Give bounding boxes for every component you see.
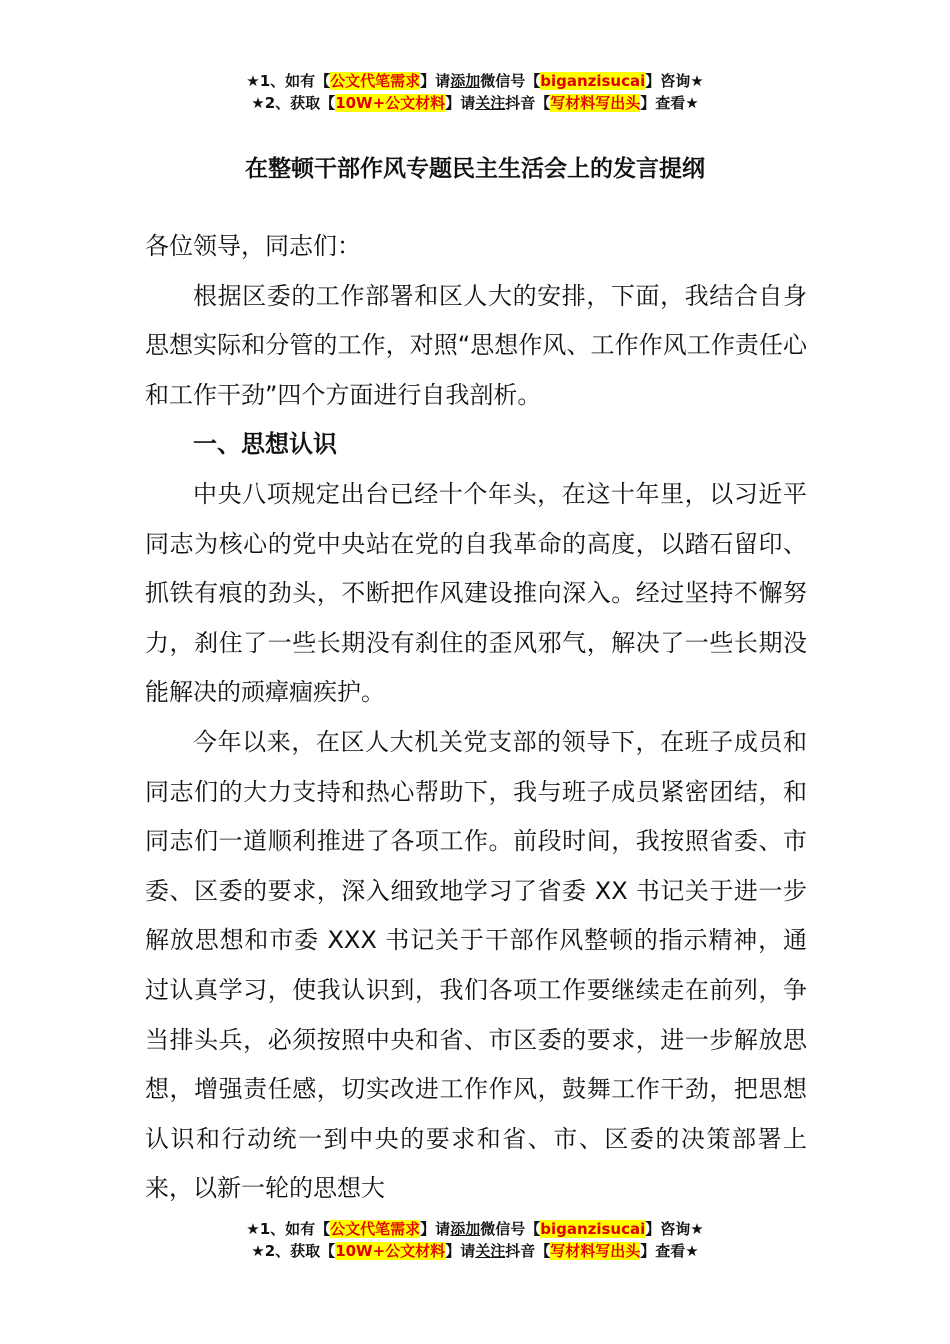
paragraph: 根据区委的工作部署和区人大的安排，下面，我结合自身思想实际和分管的工作，对照“思想作风、工作作风工作责任心和工作干劲”四个方面进行自我剖析。 — [145, 281, 807, 409]
banner-line-2: ★2、获取【10W+公文材料】请关注抖音【写材料写出头】查看★ — [251, 94, 699, 112]
document-title: 在整顿干部作风专题民主生活会上的发言提纲 — [245, 156, 705, 182]
banner-line-2: ★2、获取【10W+公文材料】请关注抖音【写材料写出头】查看★ — [251, 1242, 699, 1260]
document-body — [145, 222, 807, 1214]
footer-banner — [0, 1218, 950, 1262]
paragraph: 中央八项规定出台已经十个年头，在这十年里，以习近平同志为核心的党中央站在党的自我革命的高度，以踏石留印、抓铁有痕的劲头，不断把作风建设推向深入。经过坚持不懈努力，刹住了一些长期没有刹住的歪风邪气，解决了一些长期没能解决的顽瘴痼疾护。 — [145, 479, 807, 707]
banner-highlight: 10W+公文材料 — [335, 94, 446, 112]
banner-highlight: 写材料写出头 — [550, 1242, 641, 1260]
banner-highlight: 公文代笔需求 — [330, 1220, 421, 1238]
section-heading: 一、思想认识 — [193, 430, 337, 459]
banner-highlight: biganzisucai — [540, 1220, 646, 1238]
banner-highlight: 公文代笔需求 — [330, 72, 421, 90]
salutation: 各位领导，同志们： — [145, 232, 361, 260]
banner-highlight: 写材料写出头 — [550, 94, 641, 112]
banner-line-1: ★1、如有【公文代笔需求】请添加微信号【biganzisucai】咨询★ — [246, 72, 704, 90]
banner-line-1: ★1、如有【公文代笔需求】请添加微信号【biganzisucai】咨询★ — [246, 1220, 704, 1238]
paragraph: 今年以来，在区人大机关党支部的领导下，在班子成员和同志们的大力支持和热心帮助下，我与班子成员紧密团结，和同志们一道顺利推进了各项工作。前段时间，我按照省委、市委、区委的要求，深入细致地学习了省委 XX 书记关于进一步解放思想和市委 XXX 书记关于干部作风整顿的指示精神，通过认真学习，使我认识到，我们各项工作要继续走在前列，争当排头兵，必须按照中央和省、市区委的要求，进一步解放思想，增强责任感，切实改进工作作风，鼓舞工作干劲，把思想认识和行动统一到中央的要求和省、市、区委的决策部署上来，以新一轮的思想大 — [145, 727, 807, 1203]
banner-highlight: biganzisucai — [540, 72, 646, 90]
header-banner — [0, 70, 950, 114]
banner-highlight: 10W+公文材料 — [335, 1242, 446, 1260]
